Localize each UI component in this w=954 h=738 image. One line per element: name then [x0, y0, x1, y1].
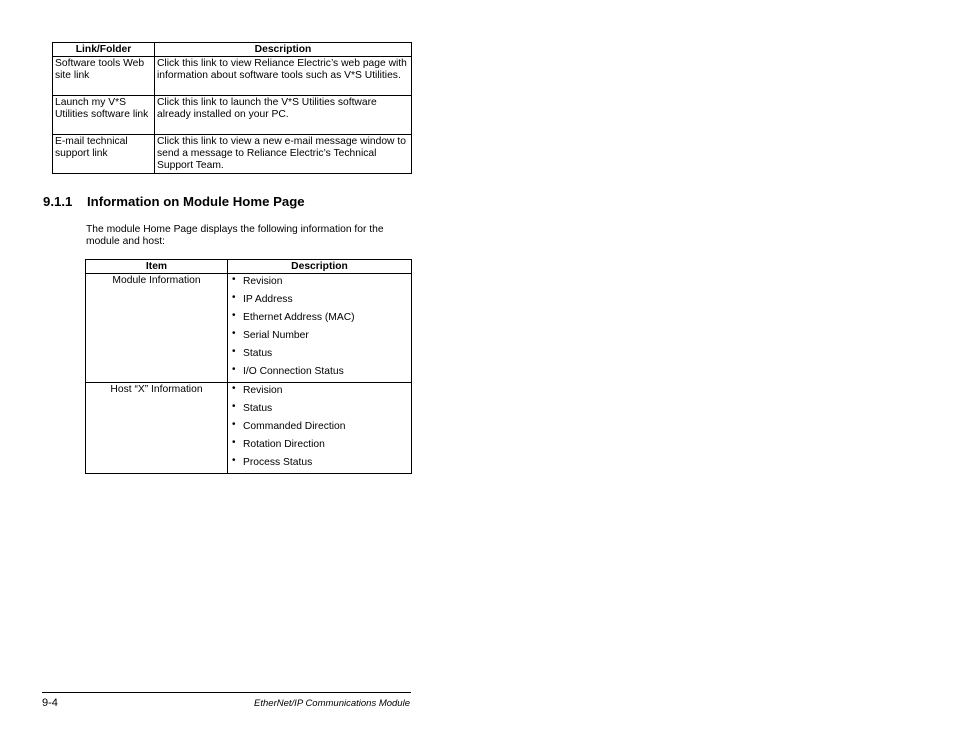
table-header-row — [53, 43, 412, 57]
link-name: Software tools Web site link — [53, 57, 155, 96]
list-item: • Status — [232, 401, 273, 414]
bullet-icon: • — [232, 419, 236, 430]
bullet-icon: • — [232, 292, 236, 303]
list-item: • Serial Number — [232, 328, 309, 341]
bullet-icon: • — [232, 274, 236, 285]
table-row — [86, 383, 412, 474]
table-row — [53, 96, 412, 135]
section-heading — [43, 194, 305, 210]
list-item: • I/O Connection Status — [232, 364, 344, 377]
bullet-icon: • — [232, 364, 236, 375]
page-number: 9-4 — [42, 697, 58, 709]
links-table — [52, 42, 412, 174]
intro-paragraph: The module Home Page displays the following information for the module and host: — [86, 224, 384, 247]
bullet-icon: • — [232, 455, 236, 466]
bullet-icon: • — [232, 310, 236, 321]
column-header-link: Link/Folder — [53, 43, 155, 57]
column-header-description: Description — [228, 260, 412, 274]
column-header-description: Description — [155, 43, 412, 57]
document-title: EtherNet/IP Communications Module — [254, 698, 410, 709]
list-item: • Revision — [232, 274, 283, 287]
bullet-icon: • — [232, 437, 236, 448]
column-header-item: Item — [86, 260, 228, 274]
list-item: • Ethernet Address (MAC) — [232, 310, 355, 323]
list-item: • Process Status — [232, 455, 313, 468]
list-item: • Revision — [232, 383, 283, 396]
section-number: 9.1.1 — [43, 194, 73, 209]
bullet-icon: • — [232, 401, 236, 412]
table-row — [86, 274, 412, 383]
link-name: E-mail technical support link — [53, 135, 155, 174]
list-item: • Status — [232, 346, 273, 359]
bullet-list — [230, 274, 409, 382]
table-row — [53, 57, 412, 96]
info-table — [85, 259, 412, 474]
list-item: • Rotation Direction — [232, 437, 325, 450]
list-item: • Commanded Direction — [232, 419, 346, 432]
item-description — [228, 383, 412, 474]
bullet-icon: • — [232, 383, 236, 394]
bullet-list — [230, 383, 409, 473]
link-description: Click this link to view a new e-mail message window to send a message to Reliance Electric’s Technical Support Team. — [155, 135, 412, 174]
item-name: Module Information — [86, 274, 228, 383]
bullet-icon: • — [232, 346, 236, 357]
item-name: Host “X” Information — [86, 383, 228, 474]
item-description — [228, 274, 412, 383]
list-item: • IP Address — [232, 292, 293, 305]
table-row — [53, 135, 412, 174]
section-title: Information on Module Home Page — [87, 194, 305, 209]
footer-divider — [42, 692, 411, 693]
link-description: Click this link to view Reliance Electric’s web page with information about software tools such as V*S Utilities. — [155, 57, 412, 96]
table-header-row — [86, 260, 412, 274]
link-name: Launch my V*S Utilities software link — [53, 96, 155, 135]
link-description: Click this link to launch the V*S Utilities software already installed on your PC. — [155, 96, 412, 135]
bullet-icon: • — [232, 328, 236, 339]
